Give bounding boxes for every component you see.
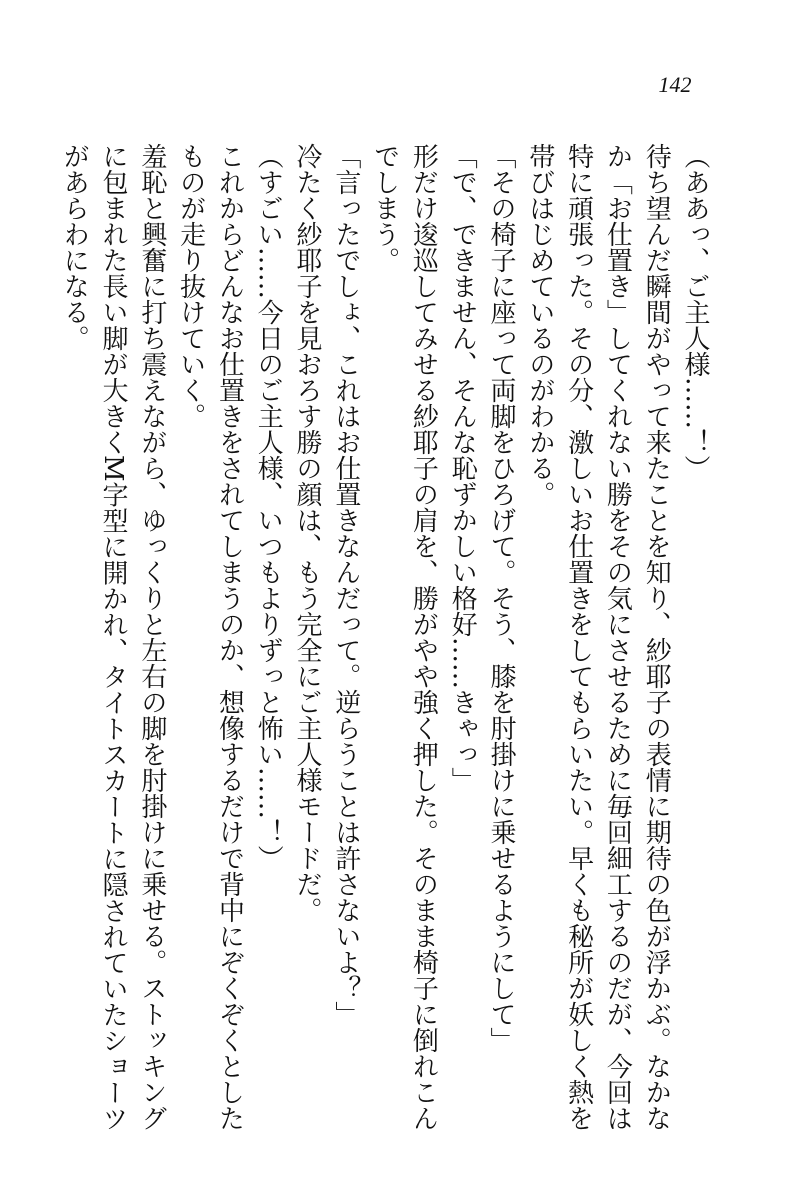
paragraph: 形だけ逡巡してみせる紗耶子の肩を、勝がやや強く押した。そのまま椅子に倒れこんでしまう。 <box>369 143 439 1131</box>
paragraph: 「で、できません、そんな恥ずかしい格好……きゃっ」 <box>447 143 478 793</box>
page-number: 142 <box>658 72 692 97</box>
paragraph: 冷たく紗耶子を見おろす勝の顔は、もう完全にご主人様モードだ。 <box>292 143 323 923</box>
novel-body-text <box>59 143 714 1143</box>
paragraph: 羞恥と興奮に打ち震えながら、ゆっくりと左右の脚を肘掛けに乗せる。ストッキングに包まれた長い脚が大きくM字型に開かれ、タイトスカートに隠されていたショーツがあらわになる。 <box>59 143 167 1132</box>
paragraph: これからどんなお仕置きをされてしまうのか、想像するだけで背中にぞくぞくとしたものが走り抜けていく。 <box>175 143 245 1131</box>
paragraph: 待ち望んだ瞬間がやって来たことを知り、紗耶子の表情に期待の色が浮かぶ。なかなか「お仕置き」してくれない勝をその気にさせるために毎回細工するのだが、今回は特に頑張った。その分、激しいお仕置きをしてもらいたい。早くも秘所が妖しく熱を帯びはじめているのがわかる。 <box>524 143 672 1131</box>
paragraph: （すごい……今日のご主人様、いつもよりずっと怖い……！） <box>253 143 284 871</box>
paragraph: 「その椅子に座って両脚をひろげて。そう、膝を肘掛けに乗せるようにして」 <box>486 143 517 1053</box>
paragraph: （ああっ、ご主人様……！） <box>680 143 710 481</box>
paragraph: 「言ったでしょ、これはお仕置きなんだって。逆らうことは許さないよ？」 <box>330 143 361 1027</box>
